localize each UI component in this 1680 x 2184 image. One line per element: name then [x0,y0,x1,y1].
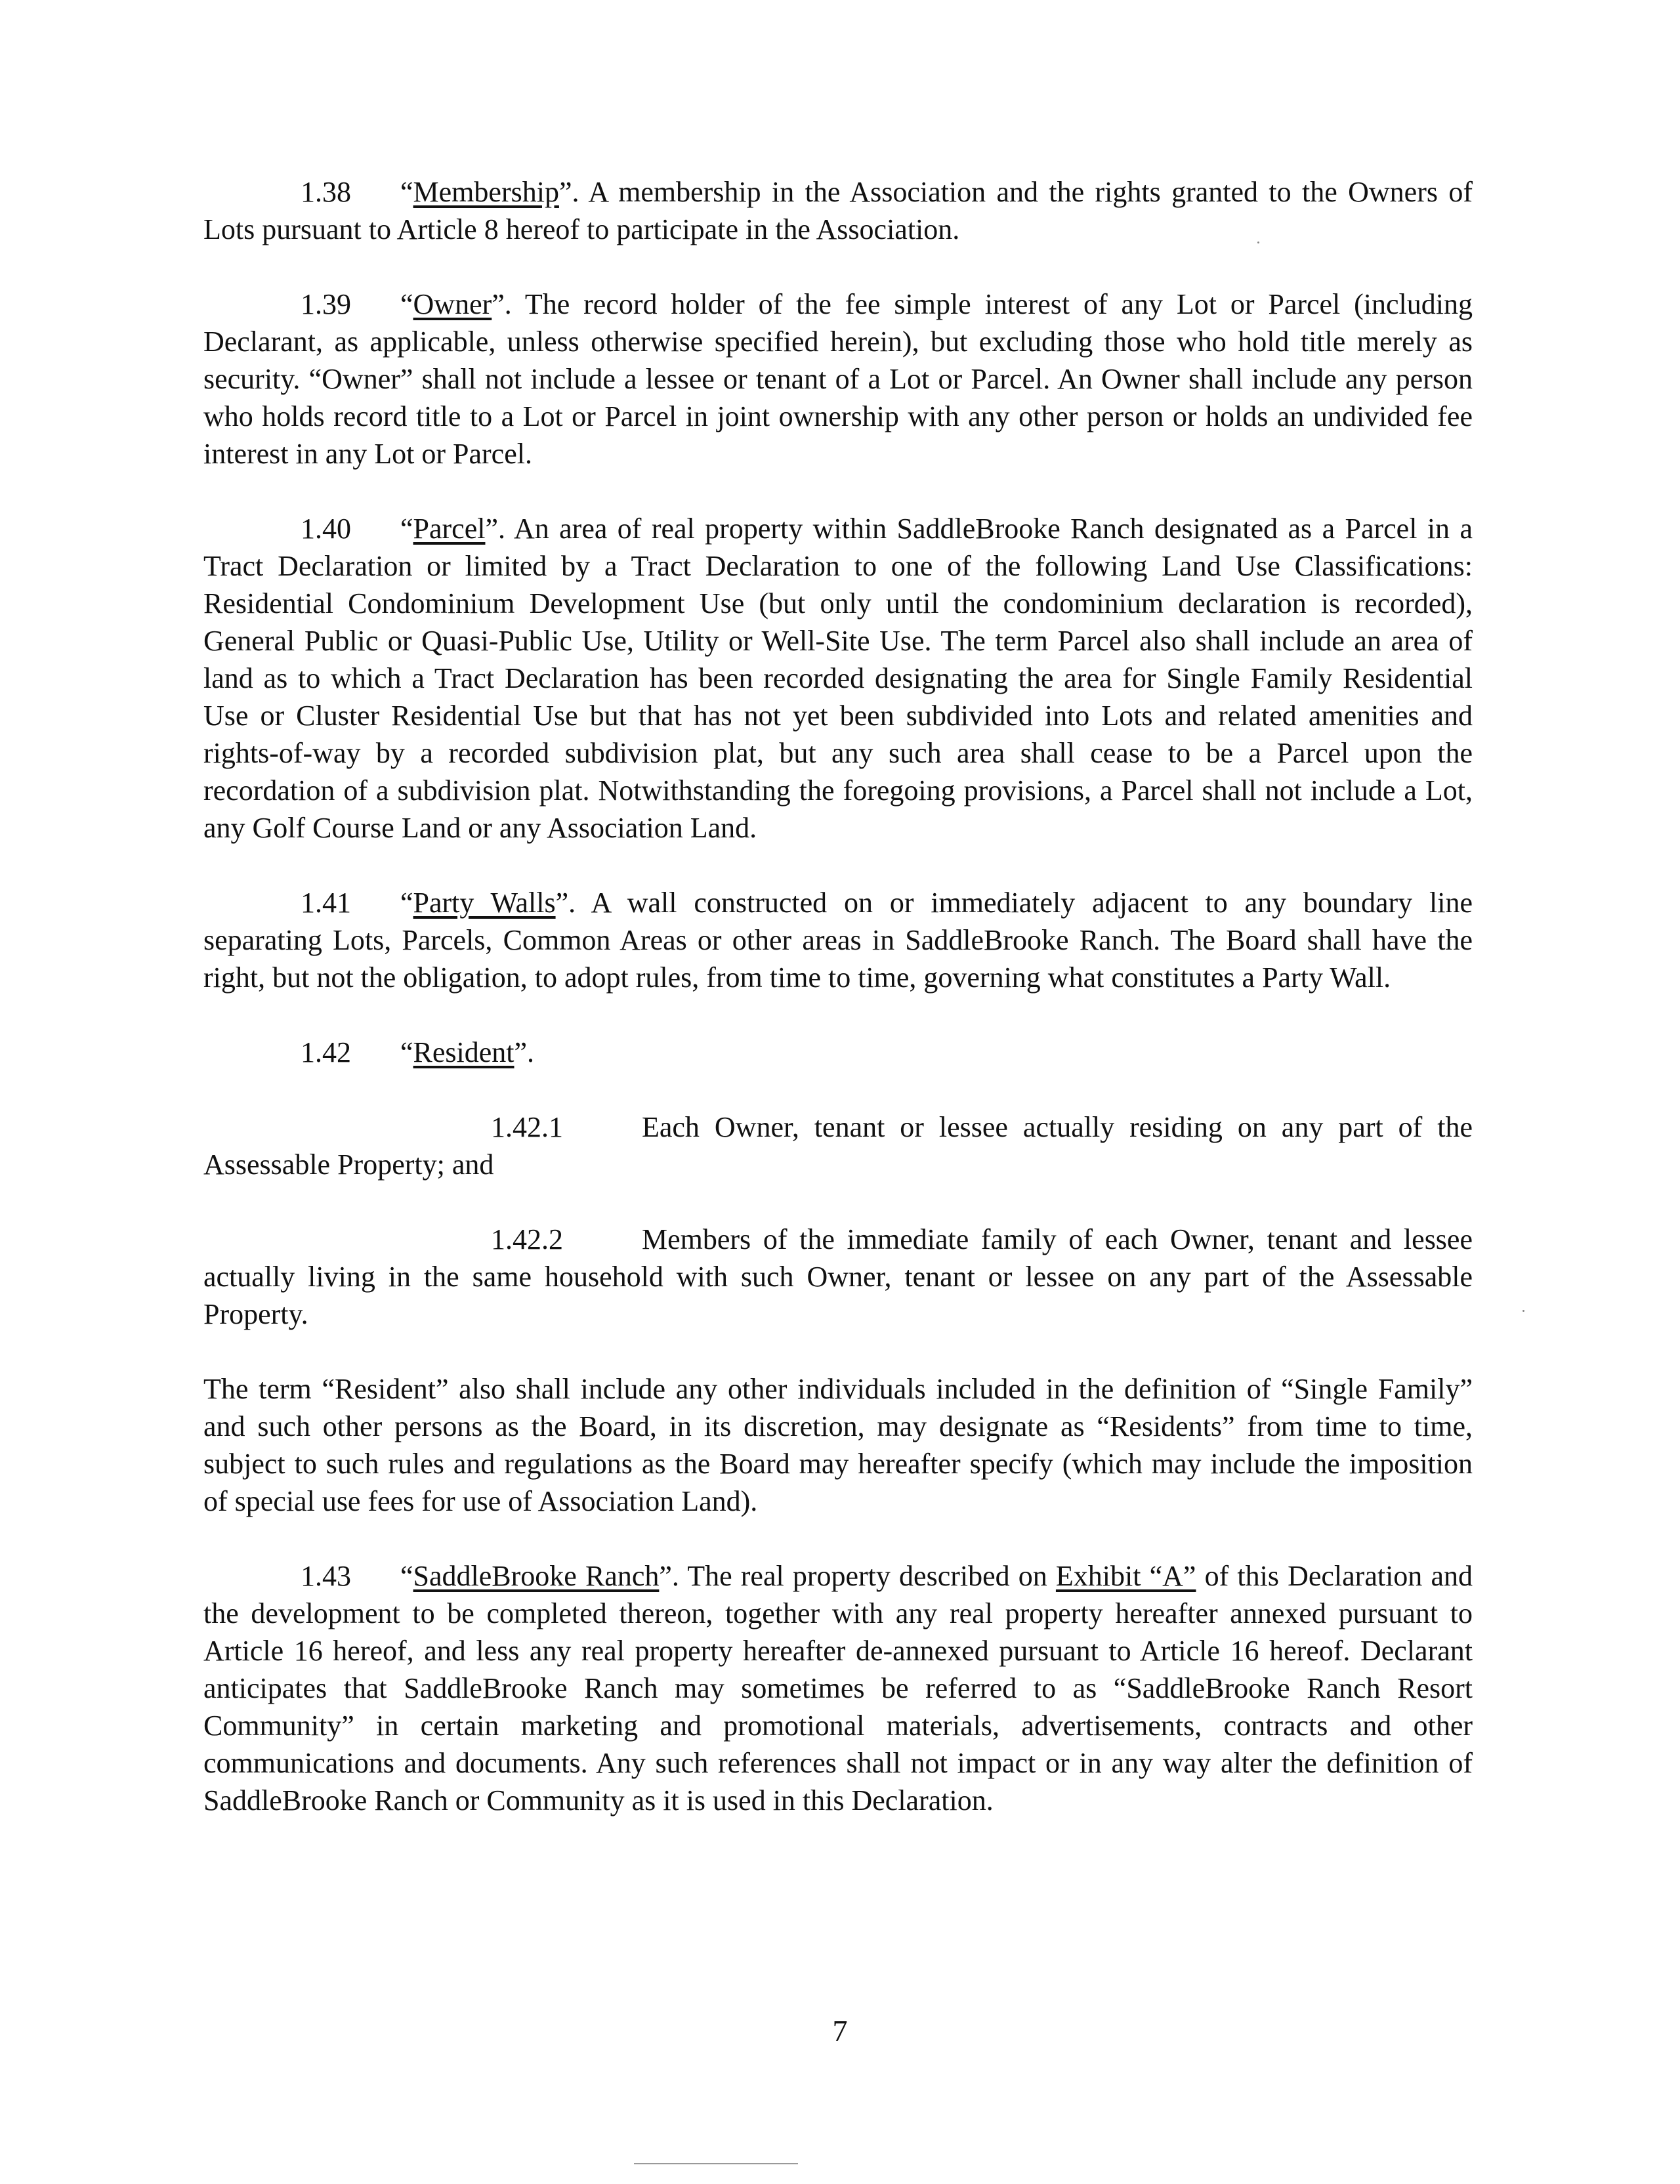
scan-artifact-line [634,2163,798,2164]
defined-term-owner: Owner [413,288,492,320]
section-number: 1.40 [301,513,351,545]
open-quote: “ [400,176,413,208]
scan-artifact-dot [1257,242,1259,243]
subsection-number: 1.42.1 [491,1111,563,1143]
section-1-42-1 [203,1108,1473,1183]
section-number: 1.42 [301,1036,351,1068]
defined-term-resident: Resident [413,1036,514,1068]
defined-term-membership: Membership [413,176,559,208]
continuation-text: The term “Resident” also shall include any other individuals included in the definition of “Single Family” and such other persons as the Board, in its discretion, may designate as “Residents” from time to time, subject to such rules and regulations as the Board may hereafter specify (which may include the imposition of special use fees for use of Association Land). [203,1373,1473,1517]
open-quote: “ [400,513,413,545]
close-quote: ”. [514,1036,535,1068]
section-1-39 [203,285,1473,472]
exhibit-reference: Exhibit “A” [1055,1560,1196,1592]
defined-term-party-walls: Party Walls [413,887,556,919]
scan-artifact-dot [1522,1310,1524,1312]
close-quote: ”. [485,513,514,545]
defined-term-parcel: Parcel [413,513,486,545]
subsection-number: 1.42.2 [491,1223,563,1255]
section-1-41 [203,884,1473,996]
section-1-42-continuation [203,1370,1473,1520]
close-quote: ”. [555,887,591,919]
section-number: 1.43 [301,1560,351,1592]
section-1-42 [301,1034,1473,1071]
section-text: A wall constructed on or immediately adjacent to any boundary line separating Lots, Parcels, Common Areas or other areas in SaddleBrooke Ranch. The Board shall have the right, but not the obligation, to adopt rules, from time to time, governing what constitutes a Party Wall. [203,887,1473,994]
open-quote: “ [400,887,413,919]
section-text: The record holder of the fee simple interest of any Lot or Parcel (including Declarant, as applicable, unless otherwise specified herein), but excluding those who hold title merely as security. “Owner” shall not include a lessee or tenant of a Lot or Parcel. An Owner shall include any person who holds record title to a Lot or Parcel in joint ownership with any other person or holds an undivided fee interest in any Lot or Parcel. [203,288,1473,470]
open-quote: “ [400,1036,413,1068]
page-number: 7 [832,2014,848,2048]
section-number: 1.39 [301,288,351,320]
section-number: 1.38 [301,176,351,208]
section-text-before: The real property described on [687,1560,1056,1592]
open-quote: “ [400,288,413,320]
subsection-text: Members of the immediate family of each Owner, tenant and lessee actually living in the same household with such Owner, tenant or lessee on any part of the Assessable Property. [203,1223,1473,1330]
section-text: An area of real property within SaddleBrooke Ranch designated as a Parcel in a Tract Declaration or limited by a Tract Declaration to one of the following Land Use Classifications: Residential Condominium Development Use (but only until the condominium declaration is recorded), General Public or Quasi-Public Use, Utility or Well-Site Use. The term Parcel also shall include an area of land as to which a Tract Declaration has been recorded designating the area for Single Family Residential Use or Cluster Residential Use but that has not yet been subdivided into Lots and related amenities and rights-of-way by a recorded subdivision plat, but any such area shall cease to be a Parcel upon the recordation of a subdivision plat. Notwithstanding the foregoing provisions, a Parcel shall not include a Lot, any Golf Course Land or any Association Land. [203,513,1473,844]
document-page [203,173,1473,1857]
section-1-43 [203,1557,1473,1819]
close-quote: ”. [492,288,525,320]
close-quote: ”. [659,1560,688,1592]
section-text-after: of this Declaration and the development to be completed thereon, together with any real property hereafter annexed pursuant to Article 16 hereof, and less any real property hereafter de-annexed pursuant to Article 16 hereof. Declarant anticipates that SaddleBrooke Ranch may sometimes be referred to as “SaddleBrooke Ranch Resort Community” in certain marketing and promotional materials, advertisements, contracts and other communications and documents. Any such references shall not impact or in any way alter the definition of SaddleBrooke Ranch or Community as it is used in this Declaration. [203,1560,1473,1816]
section-number: 1.41 [301,887,351,919]
subsection-text: Each Owner, tenant or lessee actually residing on any part of the Assessable Property; and [203,1111,1473,1181]
section-1-40 [203,510,1473,847]
open-quote: “ [400,1560,413,1592]
section-1-42-2 [203,1221,1473,1333]
close-quote: ”. [558,176,589,208]
section-text: A membership in the Association and the rights granted to the Owners of Lots pursuant to Article 8 hereof to participate in the Association. [203,176,1473,245]
section-1-38 [203,173,1473,248]
defined-term-saddlebrooke-ranch: SaddleBrooke Ranch [413,1560,660,1592]
